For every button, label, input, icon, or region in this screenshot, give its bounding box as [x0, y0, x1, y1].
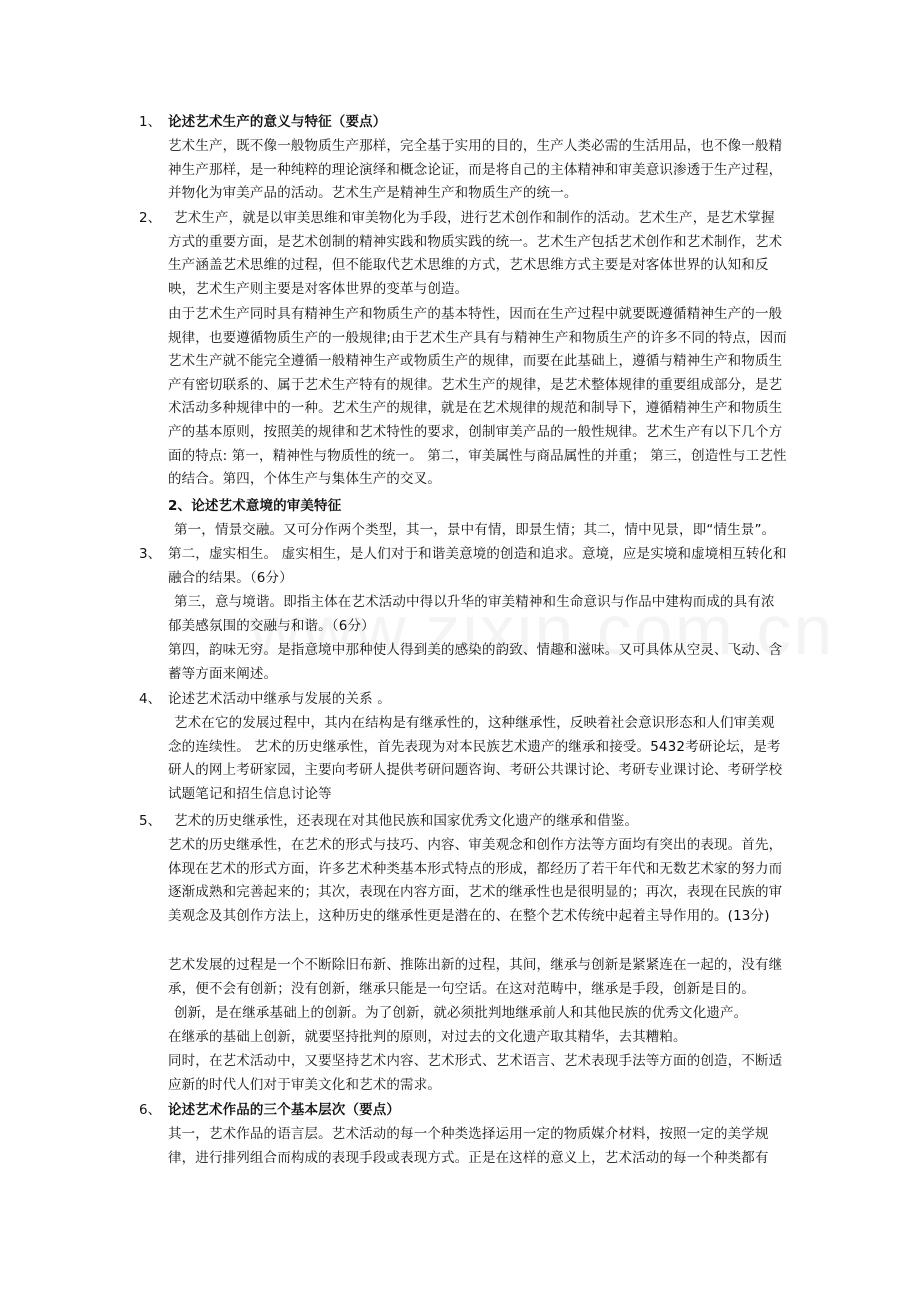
item-number-2: 2、 — [139, 210, 162, 226]
paragraph-art-production-laws: 由于艺术生产同时具有精神生产和物质生产的基本特性，因而在生产过程中就要既遵循精神生产的一般规律，也要遵循物质生产的一般规律;由于艺术生产具有与精神生产和物质生产的许多不同的特点，因而艺术生产就不能完全遵循一般精神生产或物质生产的规律，而要在此基础上，遵循与精神生产和物质生产有密切联系的、属于艺术生产特有的规律。艺术生产的规律，是艺术整体规律的重要组成部分，是艺术活动多种规律中的一种。艺术生产的规律，就是在艺术规律的规范和制导下，遵循精神生产和物质生产的基本原则，按照美的规律和艺术特性的要求，创制审美产品的一般性规律。艺术生产有以下几个方面的特点: 第一，精神性与物质性的统一。 第二，审美属性与商品属性的并重； 第三，创造性与工艺性的结合。第四，个体生产与集体生产的交叉。 — [168, 306, 787, 488]
item-number-3: 3、 — [139, 546, 162, 562]
paragraph-inheritance: 艺术在它的发展过程中，其内在结构是有继承性的，这种继承性，反映着社会意识形态和人们审美观念的连续性。 艺术的历史继承性，首先表现为对本民族艺术遗产的继承和接受。5432考研论坛，是考研人的网上考研家园，主要向考研人提供考研问题咨询、考研公共课讨论、考研专业课讨论、考研学校试题笔记和招生信息讨论等 — [168, 715, 783, 802]
paragraph-innovation-basis: 创新，是在继承基础上的创新。为了创新，就必须批判地继承前人和其他民族的优秀文化遗产。 — [174, 1005, 748, 1021]
paragraph-art-production-means: 艺术生产，就是以审美思维和审美物化为手段，进行艺术创作和制作的活动。艺术生产，是艺术掌握方式的重要方面，是艺术创制的精神实践和物质实践的统一。艺术生产包括艺术创作和艺术制作，艺术生产涵盖艺术思维的过程，但不能取代艺术思维的方式，艺术思维方式主要是对客体世界的认知和反映，艺术生产则主要是对客体世界的变革与创造。 — [168, 210, 783, 297]
paragraph-innovation-process: 艺术发展的过程是一个不断除旧布新、推陈出新的过程，其间，继承与创新是紧紧连在一起的，没有继承，便不会有创新；没有创新，继承只能是一句空话。在这对范畴中，继承是手段，创新是目的。 — [168, 957, 783, 997]
item-number-4: 4、 — [139, 691, 162, 707]
paragraph-language-layer: 其一，艺术作品的语言层。艺术活动的每一个种类选择运用一定的物质媒介材料，按照一定的美学规律，进行排列组合而构成的表现手段或表现方式。正是在这样的意义上，艺术活动的每一个种类都有 — [168, 1126, 769, 1166]
heading-art-production: 论述艺术生产的意义与特征（要点） — [168, 114, 387, 130]
paragraph-historical-inheritance: 艺术的历史继承性，在艺术的形式与技巧、内容、审美观念和创作方法等方面均有突出的表现。首先，体现在艺术的形式方面，许多艺术种类基本形式特点的形成，都经历了若干年代和无数艺术家的努力而逐渐成熟和完善起来的；其次，表现在内容方面，艺术的继承性也是很明显的；再次，表现在民族的审美观念及其创作方法上，这种历史的继承性更是潜在的、在整个艺术传统中起着主导作用的。(13分) — [168, 837, 783, 924]
paragraph-critical-principle: 在继承的基础上创新，就要坚持批判的原则，对过去的文化遗产取其精华，去其糟粕。 — [168, 1029, 687, 1045]
paragraph-conception-second: 第二，虚实相生。 虚实相生，是人们对于和谐美意境的创造和追求。意境，应是实境和虚境相互转化和融合的结果。（6分） — [168, 546, 787, 586]
paragraph-conception-third: 第三，意与境谐。即指主体在艺术活动中得以升华的审美精神和生命意识与作品中建构而成的具有浓郁美感氛围的交融与和谐。（6分） — [168, 594, 775, 634]
paragraph-creation-adaptation: 同时，在艺术活动中，又要坚持艺术内容、艺术形式、艺术语言、艺术表现手法等方面的创造，不断适应新的时代人们对于审美文化和艺术的需求。 — [168, 1053, 783, 1093]
paragraph-conception-fourth: 第四，韵味无穷。是指意境中那种使人得到美的感染的韵致、情趣和滋味。又可具体从空灵、飞动、含蓄等方面来阐述。 — [168, 642, 783, 682]
item-number-5: 5、 — [139, 813, 162, 829]
paragraph-conception-first: 第一，情景交融。又可分作两个类型，其一，景中有情，即景生情；其二，情中见景，即“情生景”。 — [174, 522, 776, 538]
heading-artistic-conception: 2、论述艺术意境的审美特征 — [168, 498, 342, 514]
heading-inheritance-development: 论述艺术活动中继承与发展的关系 。 — [168, 691, 391, 707]
paragraph-foreign-heritage: 艺术的历史继承性，还表现在对其他民族和国家优秀文化遗产的继承和借鉴。 — [174, 813, 639, 829]
item-number-1: 1、 — [139, 114, 162, 130]
item-number-6: 6、 — [139, 1102, 162, 1118]
paragraph-art-production-def: 艺术生产，既不像一般物质生产那样，完全基于实用的目的，生产人类必需的生活用品，也不像一般精神生产那样，是一种纯粹的理论演绎和概念论证，而是将自己的主体精神和审美意识渗透于生产过程，并物化为审美产品的活动。艺术生产是精神生产和物质生产的统一。 — [168, 138, 783, 202]
heading-artwork-levels: 论述艺术作品的三个基本层次（要点） — [168, 1102, 401, 1118]
